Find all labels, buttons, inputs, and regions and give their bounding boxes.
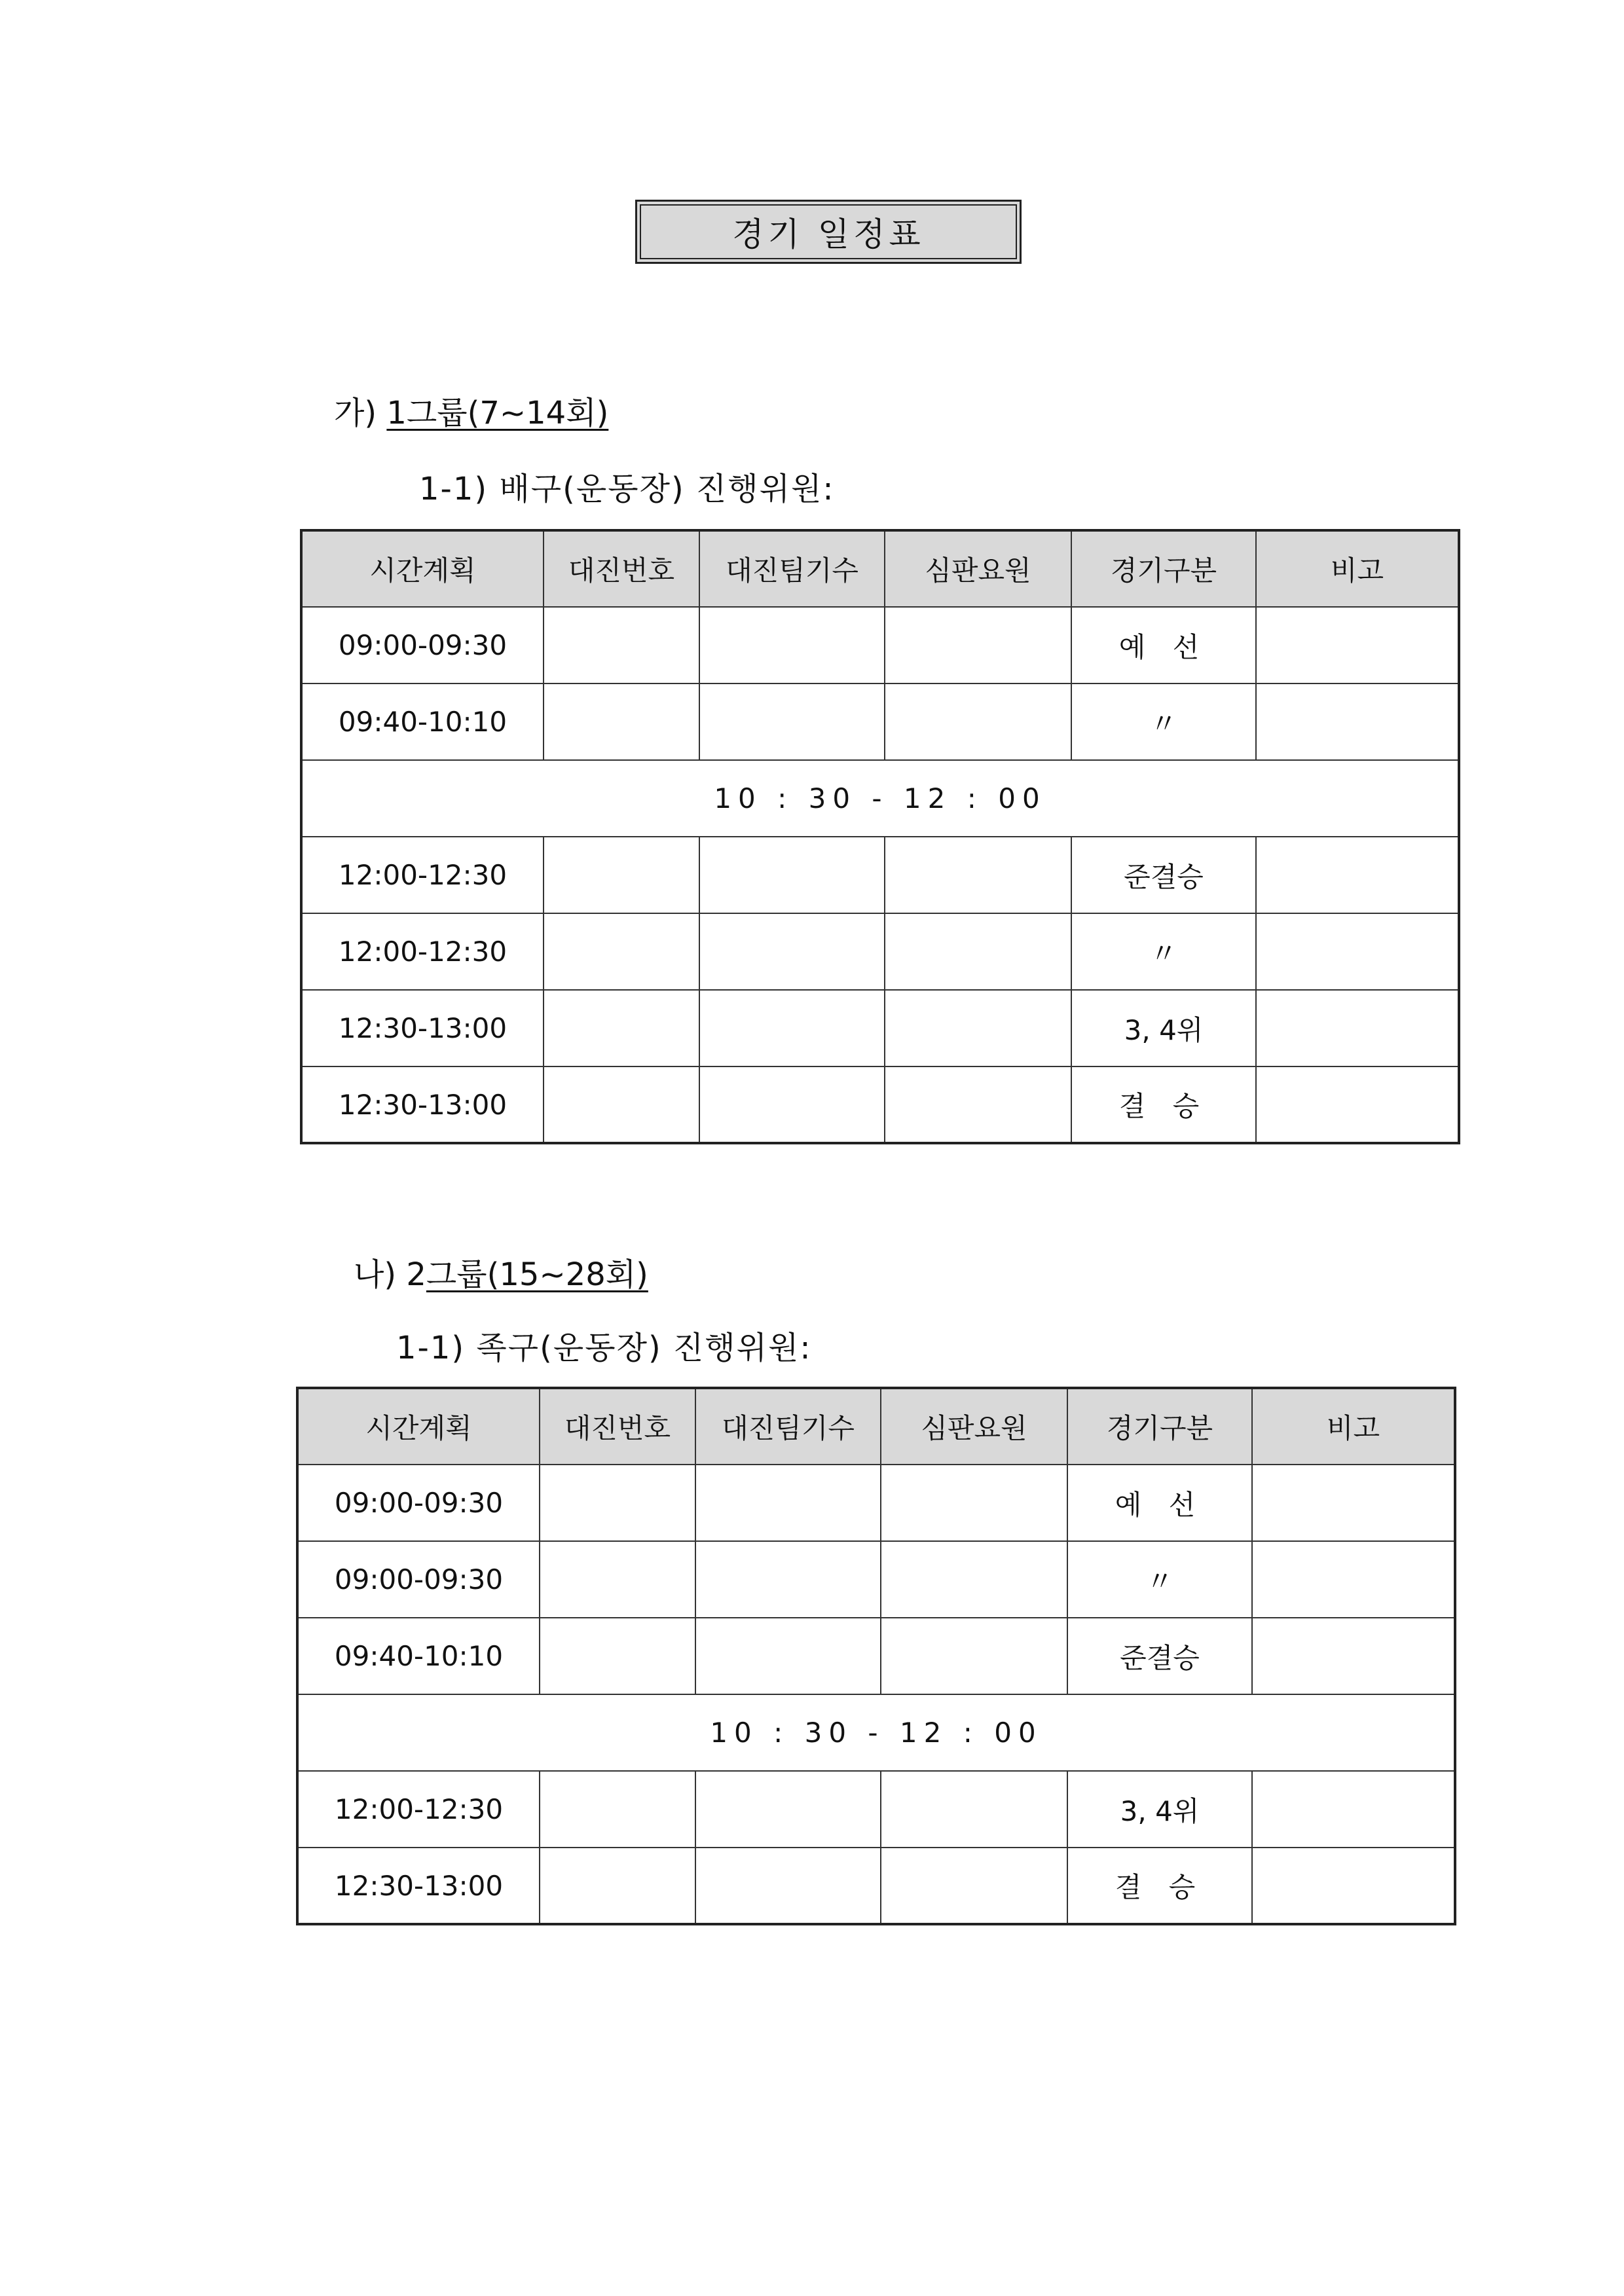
time-cell: 12:30-13:00 [301,1066,544,1143]
referees-cell [881,1771,1067,1848]
column-header-remarks: 비고 [1256,530,1459,607]
match-number-cell [540,1848,695,1924]
stage-cell: 준결승 [1067,1618,1252,1694]
match-teams-cell [699,913,885,990]
remarks-cell [1256,990,1459,1066]
match-teams-cell [699,990,885,1066]
table-header-row [301,530,1459,607]
section-1-heading-group: 1그룹(7~14회) [386,395,609,431]
referees-cell [881,1541,1067,1618]
time-cell: 12:00-12:30 [301,837,544,913]
match-teams-cell [699,837,885,913]
section-1-subheading: 1-1) 배구(운동장) 진행위원: [419,471,835,507]
match-teams-cell [699,683,885,760]
column-header-match-teams: 대진팀기수 [695,1388,881,1465]
time-cell: 12:30-13:00 [301,990,544,1066]
column-header-stage: 경기구분 [1071,530,1256,607]
remarks-cell [1252,1771,1455,1848]
section-1-heading [334,388,608,433]
table-row [297,1465,1455,1541]
stage-cell: 〃 [1071,913,1256,990]
match-number-cell [544,607,699,683]
remarks-cell [1252,1848,1455,1924]
match-teams-cell [695,1848,881,1924]
remarks-cell [1256,683,1459,760]
time-cell: 12:00-12:30 [301,913,544,990]
section-1-heading-prefix: 가) [334,395,387,431]
stage-cell: 결 승 [1071,1066,1256,1143]
break-time-cell: 10 : 30 - 12 : 00 [301,760,1459,837]
remarks-cell [1256,837,1459,913]
match-number-cell [544,990,699,1066]
time-cell: 09:40-10:10 [301,683,544,760]
referees-cell [885,683,1071,760]
table-row [297,1848,1455,1924]
page-title-box [635,200,1022,264]
section-2-heading-prefix: 나) 2 [354,1256,426,1293]
table-row [301,1066,1459,1143]
remarks-cell [1252,1465,1455,1541]
remarks-cell [1256,607,1459,683]
referees-cell [881,1465,1067,1541]
column-header-match-number: 대진번호 [540,1388,695,1465]
match-number-cell [540,1465,695,1541]
table-row [301,990,1459,1066]
table-row [301,837,1459,913]
remarks-cell [1256,1066,1459,1143]
stage-cell: 〃 [1067,1541,1252,1618]
referees-cell [885,990,1071,1066]
column-header-match-teams: 대진팀기수 [699,530,885,607]
table-row [297,1771,1455,1848]
column-header-referees: 심판요원 [881,1388,1067,1465]
referees-cell [885,607,1071,683]
time-cell: 12:30-13:00 [297,1848,540,1924]
stage-cell: 준결승 [1071,837,1256,913]
section-2-heading [354,1249,648,1294]
column-header-time-plan: 시간계획 [301,530,544,607]
time-cell: 09:40-10:10 [297,1618,540,1694]
section-1-schedule-table [300,529,1460,1144]
referees-cell [885,837,1071,913]
match-number-cell [544,913,699,990]
match-number-cell [544,683,699,760]
stage-cell: 예 선 [1071,607,1256,683]
time-cell: 09:00-09:30 [301,607,544,683]
break-row [301,760,1459,837]
match-teams-cell [695,1618,881,1694]
table-row [297,1541,1455,1618]
match-number-cell [540,1771,695,1848]
match-number-cell [540,1541,695,1618]
match-number-cell [544,1066,699,1143]
column-header-time-plan: 시간계획 [297,1388,540,1465]
table-header-row [297,1388,1455,1465]
stage-cell: 결 승 [1067,1848,1252,1924]
match-teams-cell [695,1771,881,1848]
break-row [297,1694,1455,1771]
stage-cell: 3, 4위 [1071,990,1256,1066]
time-cell: 12:00-12:30 [297,1771,540,1848]
page-title: 경기 일정표 [732,215,925,253]
referees-cell [881,1848,1067,1924]
match-teams-cell [699,607,885,683]
match-teams-cell [695,1465,881,1541]
remarks-cell [1256,913,1459,990]
remarks-cell [1252,1541,1455,1618]
table-row [301,607,1459,683]
column-header-remarks: 비고 [1252,1388,1455,1465]
column-header-referees: 심판요원 [885,530,1071,607]
match-number-cell [544,837,699,913]
stage-cell: 〃 [1071,683,1256,760]
table-row [301,913,1459,990]
section-2-schedule-table [296,1387,1456,1925]
match-number-cell [540,1618,695,1694]
time-cell: 09:00-09:30 [297,1541,540,1618]
table-row [301,683,1459,760]
referees-cell [881,1618,1067,1694]
column-header-stage: 경기구분 [1067,1388,1252,1465]
stage-cell: 예 선 [1067,1465,1252,1541]
table-row [297,1618,1455,1694]
referees-cell [885,1066,1071,1143]
section-2-subheading: 1-1) 족구(운동장) 진행위원: [396,1330,812,1366]
time-cell: 09:00-09:30 [297,1465,540,1541]
section-2-heading-group: 그룹(15~28회) [426,1256,648,1293]
match-teams-cell [699,1066,885,1143]
break-time-cell: 10 : 30 - 12 : 00 [297,1694,1455,1771]
column-header-match-number: 대진번호 [544,530,699,607]
stage-cell: 3, 4위 [1067,1771,1252,1848]
referees-cell [885,913,1071,990]
remarks-cell [1252,1618,1455,1694]
match-teams-cell [695,1541,881,1618]
